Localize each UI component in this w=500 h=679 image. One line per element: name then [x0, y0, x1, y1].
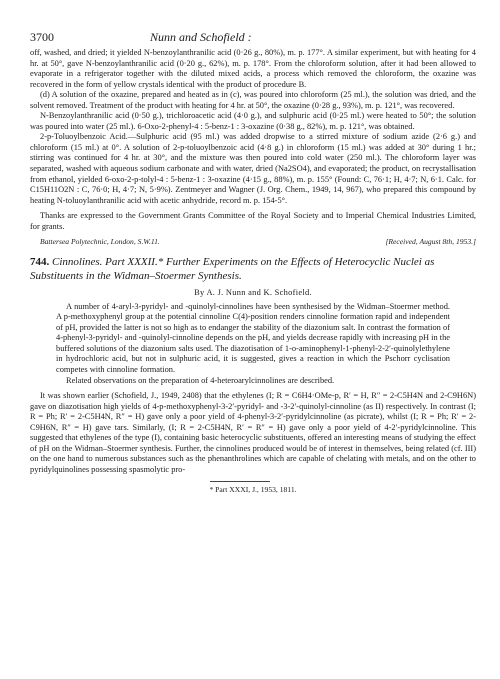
paragraph: off, washed, and dried; it yielded N-benzoylanthranilic acid (0·26 g., 80%), m. p. 177°. A similar experiment, but with heating for 4 hr. at 50°, gave N-benzoylanthranilic acid (0·20 g., 62%), m. p. 178°. From the chloroform solution, after it had been allowed to evaporate in a refrigerator together with the diluted mixed acids, a process which removed the chloroform, the oxazine was recovered in the form of yellow crystals identical with the product of procedure B.: [30, 48, 476, 89]
abstract-paragraph: Related observations on the preparation of 4-heteroarylcinnolines are described.: [66, 375, 335, 385]
page-header: [30, 30, 476, 48]
acknowledgement: Thanks are expressed to the Government Grants Committee of the Royal Society and to Imperial Chemical Industries Limited, for grants.: [30, 211, 476, 231]
page: [30, 30, 476, 494]
paragraph: 2-p-Toluoylbenzoic Acid.—Sulphuric acid (95 ml.) was added dropwise to a stirred mixture of sodium azide (2·6 g.) and chloroform (15 ml.) at 0°. A solution of 2-p-toluoylbenzoic acid (4·8 g.) in chloroform (15 ml.) was added at 30° during 1 hr.; stirring was continued for 4 hr. at 30°, and the mixture was then poured into cold water (250 ml.). The chloroform layer was separated, washed with aqueous sodium carbonate and with water, dried (Na2SO4), and evaporated; the product, on recrystallisation from ethanol, yielded 6-oxo-2-p-tolyl-4 : 5-benz-1 : 3-oxazine (4·15 g., 88%), m. p. 155° (Found: C, 76·1; H, 4·7; N, 6·1. Calc. for C15H11O2N : C, 76·0; H, 4·7; N, 5·9%). Zentmeyer and Wagner (J. Org. Chem., 1949, 14, 967), who prepared this compound by heating N-toluoylanthranilic acid with acetic anhydride, record m. p. 154-5°.: [30, 132, 476, 205]
received-date: [Received, August 8th, 1953.]: [385, 237, 476, 247]
footnote-rule: [210, 481, 270, 482]
article-body: [30, 391, 476, 475]
paragraph: N-Benzoylanthranilic acid (0·50 g.), trichloroacetic acid (4·0 g.), and sulphuric acid (0·25 ml.) were heated to 50°; the solution was poured into water (25 ml.). 6-Oxo-2-phenyl-4 : 5-benz-1 : 3-oxazine (0·38 g., 82%), m. p. 121°, was obtained.: [30, 111, 476, 131]
page-number: 3700: [30, 30, 54, 44]
paragraph: (d) A solution of the oxazine, prepared and heated as in (c), was poured into chloroform (25 ml.), the solution was dried, and the solvent removed. Treatment of the product with heating for 4 hr. at 50°, the oxazine (0·28 g., 93%), m. p. 121°, was recovered.: [30, 90, 476, 110]
article-title-text: Cinnolines. Part XXXII.* Further Experiments on the Effects of Heterocyclic Nuclei as Substituents in the Widman–Stoermer Synthesis.: [30, 256, 435, 282]
paragraph: It was shown earlier (Schofield, J., 1949, 2408) that the ethylenes (I; R = C6H4·OMe-p, R′ = H, R″ = 2-C5H4N and 2-C9H6N) gave on diazotisation high yields of 4-p-methoxyphenyl-3-2′-pyridyl- and -3-2′-quinolyl-cinnoline (as II) respectively. In contrast (I; R = Ph; R′ = 2-C5H4N, R″ = H) gave only a poor yield of 4-phenyl-3-2′-pyridylcinnoline (as picrate), whilst (I; R = Ph; R′ = 2-C9H6N, R″ = H) gave tars. Similarly, (I; R = 2-C5H4N, R′ = R″ = H) gave only a poor yield of 4-2′-pyridylcinnoline. This suggested that ethylenes of the type (I), containing basic heterocyclic substituents, offered an interesting means of studying the effect of pH on the Widman–Stoermer synthesis. Further, the cinnolines produced would be of interest in themselves, being related (cf. III) on the one hand to numerous substances such as the phenanthrolines which are capable of chelating with metals, and on the other to pyridylquinolines possessing spasmolytic pro-: [30, 391, 476, 474]
article-title: [30, 256, 476, 282]
affiliation: Battersea Polytechnic, London, S.W.11.: [40, 237, 160, 247]
author-byline: By A. J. Nunn and K. Schofield.: [194, 287, 312, 297]
abstract-paragraph: A number of 4-aryl-3-pyridyl- and -quinolyl-cinnolines have been synthesised by the Widman–Stoermer method. A p-methoxyphenyl group at the potential cinnoline C(4)-position renders cinnoline formation rapid and independent of pH, provided the latter is not so high as to endanger the stability of the diazonium salt. In contrast the formation of 4-phenyl-3-pyridyl- and -quinolyl-cinnoline depends on the pH, and yields decrease rapidly with increasing pH in the buffered solutions of the diazonium salts used. The diazotisation of 1-o-aminophenyl-1-phenyl-2-2′-quinolylethylene in hydrochloric acid, but not in sulphuric acid, it is suggested, gives a reaction in which the Pschorr cyclisation competes with cinnoline formation.: [56, 301, 450, 374]
affiliation-row: [30, 237, 476, 247]
article-number: 744.: [30, 256, 50, 269]
running-head: Nunn and Schofield :: [150, 30, 252, 44]
abstract: [30, 302, 476, 386]
previous-article-end: [30, 48, 476, 232]
footnote: * Part XXXI, J., 1953, 1811.: [209, 485, 297, 495]
